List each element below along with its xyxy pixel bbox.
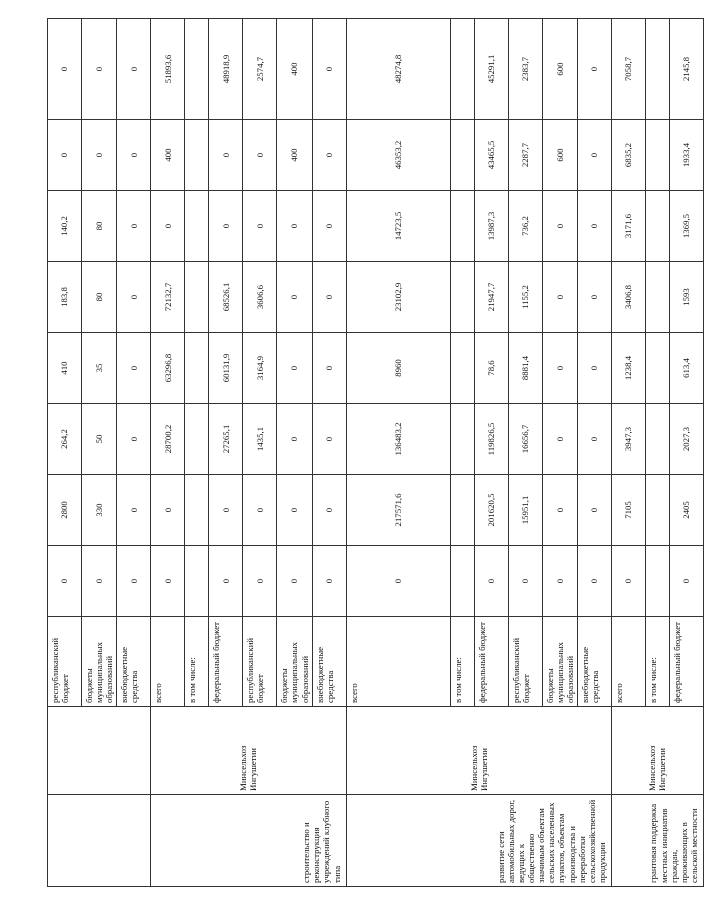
table-row — [346, 19, 450, 887]
value-cell: 0 — [312, 546, 346, 617]
value-cell: 0 — [209, 120, 243, 191]
event-cell: грантовая поддержка местных инициатив граждан, проживающих в сельской местности — [611, 795, 703, 887]
value-cell: 15951,1 — [508, 475, 542, 546]
executor-cell: Минсельхоз Ингушетии — [346, 707, 611, 795]
value-cell: 400 — [151, 120, 185, 191]
value-cell: 0 — [277, 262, 312, 333]
value-cell: 21947,7 — [474, 262, 508, 333]
funding-source-cell: всего — [346, 617, 450, 707]
funding-source-cell: бюджеты муниципальных образований — [542, 617, 577, 707]
value-cell: 600 — [542, 120, 577, 191]
funding-source-cell: федеральный бюджет — [669, 617, 703, 707]
value-cell: 3164,9 — [243, 333, 277, 404]
funding-source-cell: республиканский бюджет — [508, 617, 542, 707]
value-cell: 0 — [312, 262, 346, 333]
value-cell: 0 — [243, 191, 277, 262]
value-cell — [450, 191, 474, 262]
value-cell: 1933,4 — [669, 120, 703, 191]
value-cell: 28700,2 — [151, 404, 185, 475]
value-cell: 0 — [151, 191, 185, 262]
value-cell — [450, 120, 474, 191]
value-cell: 8960 — [346, 333, 450, 404]
value-cell: 60131,9 — [209, 333, 243, 404]
funding-source-cell: федеральный бюджет — [474, 617, 508, 707]
value-cell: 0 — [117, 191, 151, 262]
value-cell: 0 — [312, 475, 346, 546]
value-cell: 80 — [82, 262, 117, 333]
value-cell: 140,2 — [48, 191, 82, 262]
funding-source-cell: республиканский бюджет — [243, 617, 277, 707]
executor-cell: Минсельхоз Ингушетии — [611, 707, 703, 795]
value-cell: 48274,8 — [346, 19, 450, 120]
value-cell: 1238,4 — [611, 333, 645, 404]
value-cell: 0 — [312, 404, 346, 475]
value-cell — [450, 262, 474, 333]
value-cell: 68526,1 — [209, 262, 243, 333]
value-cell: 0 — [577, 404, 611, 475]
value-cell: 0 — [243, 546, 277, 617]
funding-source-cell: в том числе: — [450, 617, 474, 707]
value-cell: 1369,5 — [669, 191, 703, 262]
value-cell: 2027,3 — [669, 404, 703, 475]
value-cell: 0 — [117, 19, 151, 120]
value-cell: 0 — [48, 120, 82, 191]
value-cell: 119826,5 — [474, 404, 508, 475]
value-cell: 613,4 — [669, 333, 703, 404]
value-cell: 6835,2 — [611, 120, 645, 191]
value-cell: 0 — [577, 475, 611, 546]
value-cell: 2287,7 — [508, 120, 542, 191]
funding-source-cell: внебюджетные средства — [117, 617, 151, 707]
value-cell: 3406,8 — [611, 262, 645, 333]
value-cell: 0 — [151, 546, 185, 617]
value-cell: 1435,1 — [243, 404, 277, 475]
value-cell — [645, 191, 669, 262]
value-cell: 13987,3 — [474, 191, 508, 262]
value-cell — [450, 333, 474, 404]
value-cell: 0 — [277, 404, 312, 475]
value-cell: 3171,6 — [611, 191, 645, 262]
value-cell: 0 — [277, 333, 312, 404]
value-cell: 0 — [577, 120, 611, 191]
event-cell: строительство и реконструкция учреждений клубного типа — [151, 795, 346, 887]
value-cell: 0 — [277, 475, 312, 546]
value-cell — [645, 404, 669, 475]
value-cell: 0 — [209, 546, 243, 617]
value-cell — [645, 546, 669, 617]
value-cell: 14723,5 — [346, 191, 450, 262]
table-row — [611, 19, 645, 887]
value-cell: 0 — [151, 475, 185, 546]
value-cell: 0 — [82, 19, 117, 120]
value-cell: 400 — [277, 19, 312, 120]
value-cell: 736,2 — [508, 191, 542, 262]
value-cell: 2145,8 — [669, 19, 703, 120]
value-cell — [185, 333, 209, 404]
value-cell: 0 — [542, 333, 577, 404]
value-cell: 0 — [312, 19, 346, 120]
value-cell: 0 — [117, 262, 151, 333]
rotated-page — [47, 19, 704, 887]
value-cell: 0 — [312, 120, 346, 191]
value-cell: 0 — [117, 404, 151, 475]
value-cell: 0 — [542, 262, 577, 333]
funding-source-cell: внебюджетные средства — [577, 617, 611, 707]
value-cell — [185, 546, 209, 617]
value-cell: 400 — [277, 120, 312, 191]
value-cell: 0 — [117, 475, 151, 546]
funding-source-cell: республиканский бюджет — [48, 617, 82, 707]
value-cell: 0 — [312, 333, 346, 404]
value-cell: 63296,8 — [151, 333, 185, 404]
value-cell: 201620,5 — [474, 475, 508, 546]
value-cell — [185, 262, 209, 333]
value-cell — [185, 19, 209, 120]
value-cell: 0 — [577, 546, 611, 617]
value-cell: 0 — [577, 19, 611, 120]
funding-source-cell: федеральный бюджет — [209, 617, 243, 707]
value-cell: 2405 — [669, 475, 703, 546]
value-cell: 0 — [542, 475, 577, 546]
funding-source-cell: бюджеты муниципальных образований — [277, 617, 312, 707]
value-cell: 136483,2 — [346, 404, 450, 475]
value-cell: 0 — [243, 120, 277, 191]
table-row — [151, 19, 185, 887]
value-cell: 2383,7 — [508, 19, 542, 120]
table-row — [48, 19, 82, 887]
value-cell: 0 — [117, 120, 151, 191]
value-cell: 2800 — [48, 475, 82, 546]
value-cell: 45291,1 — [474, 19, 508, 120]
value-cell: 23102,9 — [346, 262, 450, 333]
value-cell: 0 — [577, 262, 611, 333]
value-cell: 0 — [277, 191, 312, 262]
value-cell: 3606,6 — [243, 262, 277, 333]
value-cell — [645, 120, 669, 191]
value-cell — [185, 404, 209, 475]
value-cell: 264,2 — [48, 404, 82, 475]
value-cell: 0 — [48, 19, 82, 120]
value-cell — [450, 475, 474, 546]
funding-source-cell: внебюджетные средства — [312, 617, 346, 707]
value-cell: 8881,4 — [508, 333, 542, 404]
value-cell: 0 — [82, 120, 117, 191]
value-cell: 1155,2 — [508, 262, 542, 333]
value-cell: 0 — [117, 333, 151, 404]
value-cell: 0 — [209, 475, 243, 546]
value-cell: 0 — [542, 404, 577, 475]
value-cell: 43465,5 — [474, 120, 508, 191]
value-cell: 3947,3 — [611, 404, 645, 475]
event-cell: развитие сети автомобильных дорог, ведущих к общественно значимым объектам сельских населенных пунктов, объектам производства и переработки сельскохозяйственной продукции — [346, 795, 611, 887]
value-cell: 410 — [48, 333, 82, 404]
value-cell — [450, 546, 474, 617]
value-cell: 330 — [82, 475, 117, 546]
value-cell — [645, 333, 669, 404]
value-cell: 27265,1 — [209, 404, 243, 475]
funding-source-cell: в том числе: — [185, 617, 209, 707]
funding-source-cell: всего — [611, 617, 645, 707]
value-cell: 7058,7 — [611, 19, 645, 120]
value-cell — [185, 191, 209, 262]
value-cell: 0 — [48, 546, 82, 617]
value-cell: 600 — [542, 19, 577, 120]
value-cell: 51893,6 — [151, 19, 185, 120]
value-cell: 0 — [669, 546, 703, 617]
value-cell: 0 — [209, 191, 243, 262]
value-cell — [450, 404, 474, 475]
value-cell — [185, 120, 209, 191]
value-cell — [450, 19, 474, 120]
value-cell: 50 — [82, 404, 117, 475]
value-cell: 0 — [243, 475, 277, 546]
value-cell: 0 — [82, 546, 117, 617]
value-cell: 0 — [312, 191, 346, 262]
value-cell: 48918,9 — [209, 19, 243, 120]
value-cell: 0 — [611, 546, 645, 617]
value-cell: 0 — [508, 546, 542, 617]
value-cell — [645, 475, 669, 546]
value-cell: 78,6 — [474, 333, 508, 404]
value-cell: 217571,6 — [346, 475, 450, 546]
funding-source-cell: всего — [151, 617, 185, 707]
value-cell: 0 — [577, 333, 611, 404]
value-cell: 72132,7 — [151, 262, 185, 333]
executor-cell: Минсельхоз Ингушетии — [151, 707, 346, 795]
value-cell: 0 — [117, 546, 151, 617]
value-cell: 35 — [82, 333, 117, 404]
value-cell: 183,8 — [48, 262, 82, 333]
value-cell: 7105 — [611, 475, 645, 546]
value-cell: 0 — [542, 546, 577, 617]
value-cell: 1593 — [669, 262, 703, 333]
value-cell: 0 — [542, 191, 577, 262]
value-cell: 46353,2 — [346, 120, 450, 191]
value-cell — [645, 262, 669, 333]
executor-cell — [48, 707, 151, 795]
value-cell: 0 — [474, 546, 508, 617]
value-cell: 0 — [346, 546, 450, 617]
funding-source-cell: в том числе: — [645, 617, 669, 707]
value-cell: 16656,7 — [508, 404, 542, 475]
value-cell: 80 — [82, 191, 117, 262]
value-cell — [645, 19, 669, 120]
value-cell: 2574,7 — [243, 19, 277, 120]
funding-source-cell: бюджеты муниципальных образований — [82, 617, 117, 707]
value-cell — [185, 475, 209, 546]
value-cell: 0 — [577, 191, 611, 262]
value-cell: 0 — [277, 546, 312, 617]
event-cell — [48, 795, 151, 887]
budget-table — [47, 18, 704, 887]
